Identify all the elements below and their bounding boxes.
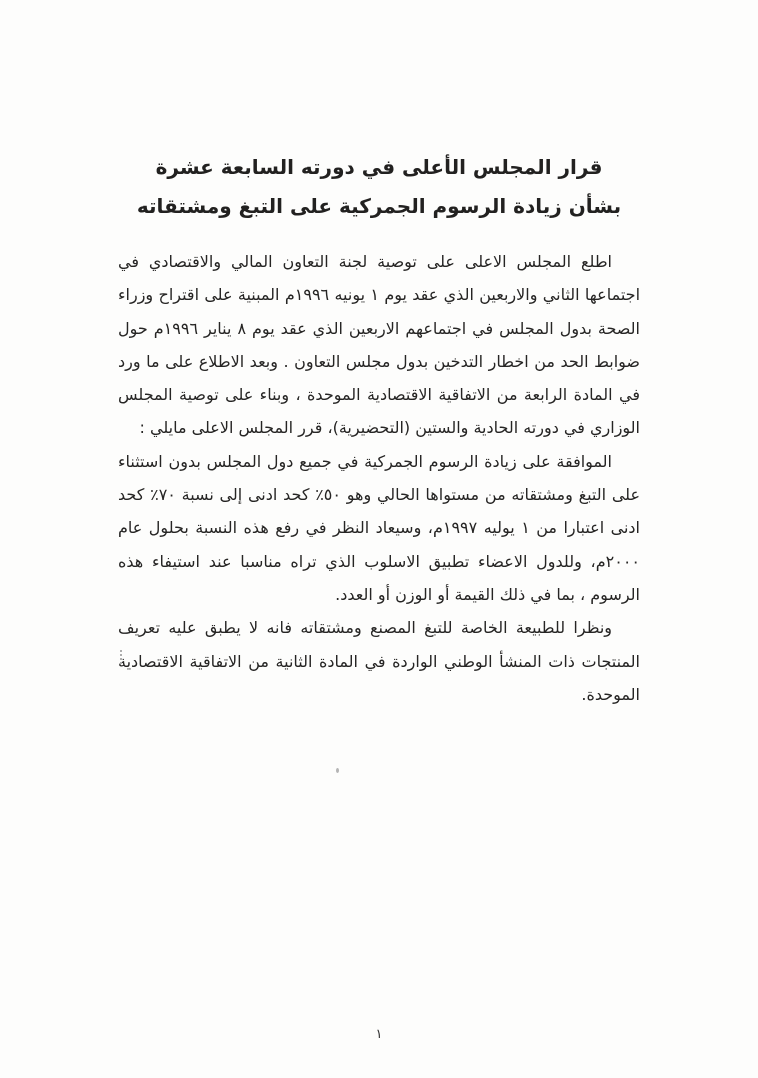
page-number: ١ bbox=[375, 1027, 383, 1042]
title-line-2: بشأن زيادة الرسوم الجمركية على التبغ ومشتقاته bbox=[136, 194, 622, 218]
scan-artifact bbox=[336, 768, 339, 773]
paragraph-preamble: اطلع المجلس الاعلى على توصية لجنة التعاون المالي والاقتصادي في اجتماعها الثاني والاربعين الذي عقد يوم ١ يونيه ١٩٩٦م المبنية على اقتراح وزراء الصحة بدول المجلس في اجتماعهم الاربعين الذي عقد يوم ٨ يناير ١٩٩٦م حول ضوابط الحد من اخطار التدخين بدول مجلس التعاون . وبعد الاطلاع على ما ورد في المادة الرابعة من الاتفاقية الاقتصادية الموحدة ، وبناء على توصية المجلس الوزاري في دورته الحادية والستين (التحضيرية)، قرر المجلس الاعلى مايلي : bbox=[118, 252, 641, 438]
paragraph-exception: ونظرا للطبيعة الخاصة للتبغ المصنع ومشتقاته فانه لا يطبق عليه تعريف المنتجات ذات المنشأ الوطني الواردة في المادة الثانية من الاتفاقية الاقتصادية الموحدة. bbox=[118, 618, 640, 704]
scan-artifact bbox=[120, 650, 122, 664]
title-line-1: قرار المجلس الأعلى في دورته السابعة عشرة bbox=[155, 155, 603, 179]
paragraph-decision: الموافقة على زيادة الرسوم الجمركية في جميع دول المجلس بدون استثناء على التبغ ومشتقاته من مستواها الحالي وهو ٥٠٪ كحد ادنى إلى نسبة ٧٠٪ كحد ادنى اعتبارا من ١ يوليه ١٩٩٧م، وسيعاد النظر في رفع هذه النسبة بحلول عام ٢٠٠٠م، وللدول الاعضاء تطبيق الاسلوب الذي تراه مناسبا عند استيفاء هذه الرسوم ، بما في ذلك القيمة أو الوزن أو العدد. bbox=[118, 451, 641, 604]
document-body bbox=[118, 245, 640, 711]
document-title bbox=[0, 152, 758, 221]
